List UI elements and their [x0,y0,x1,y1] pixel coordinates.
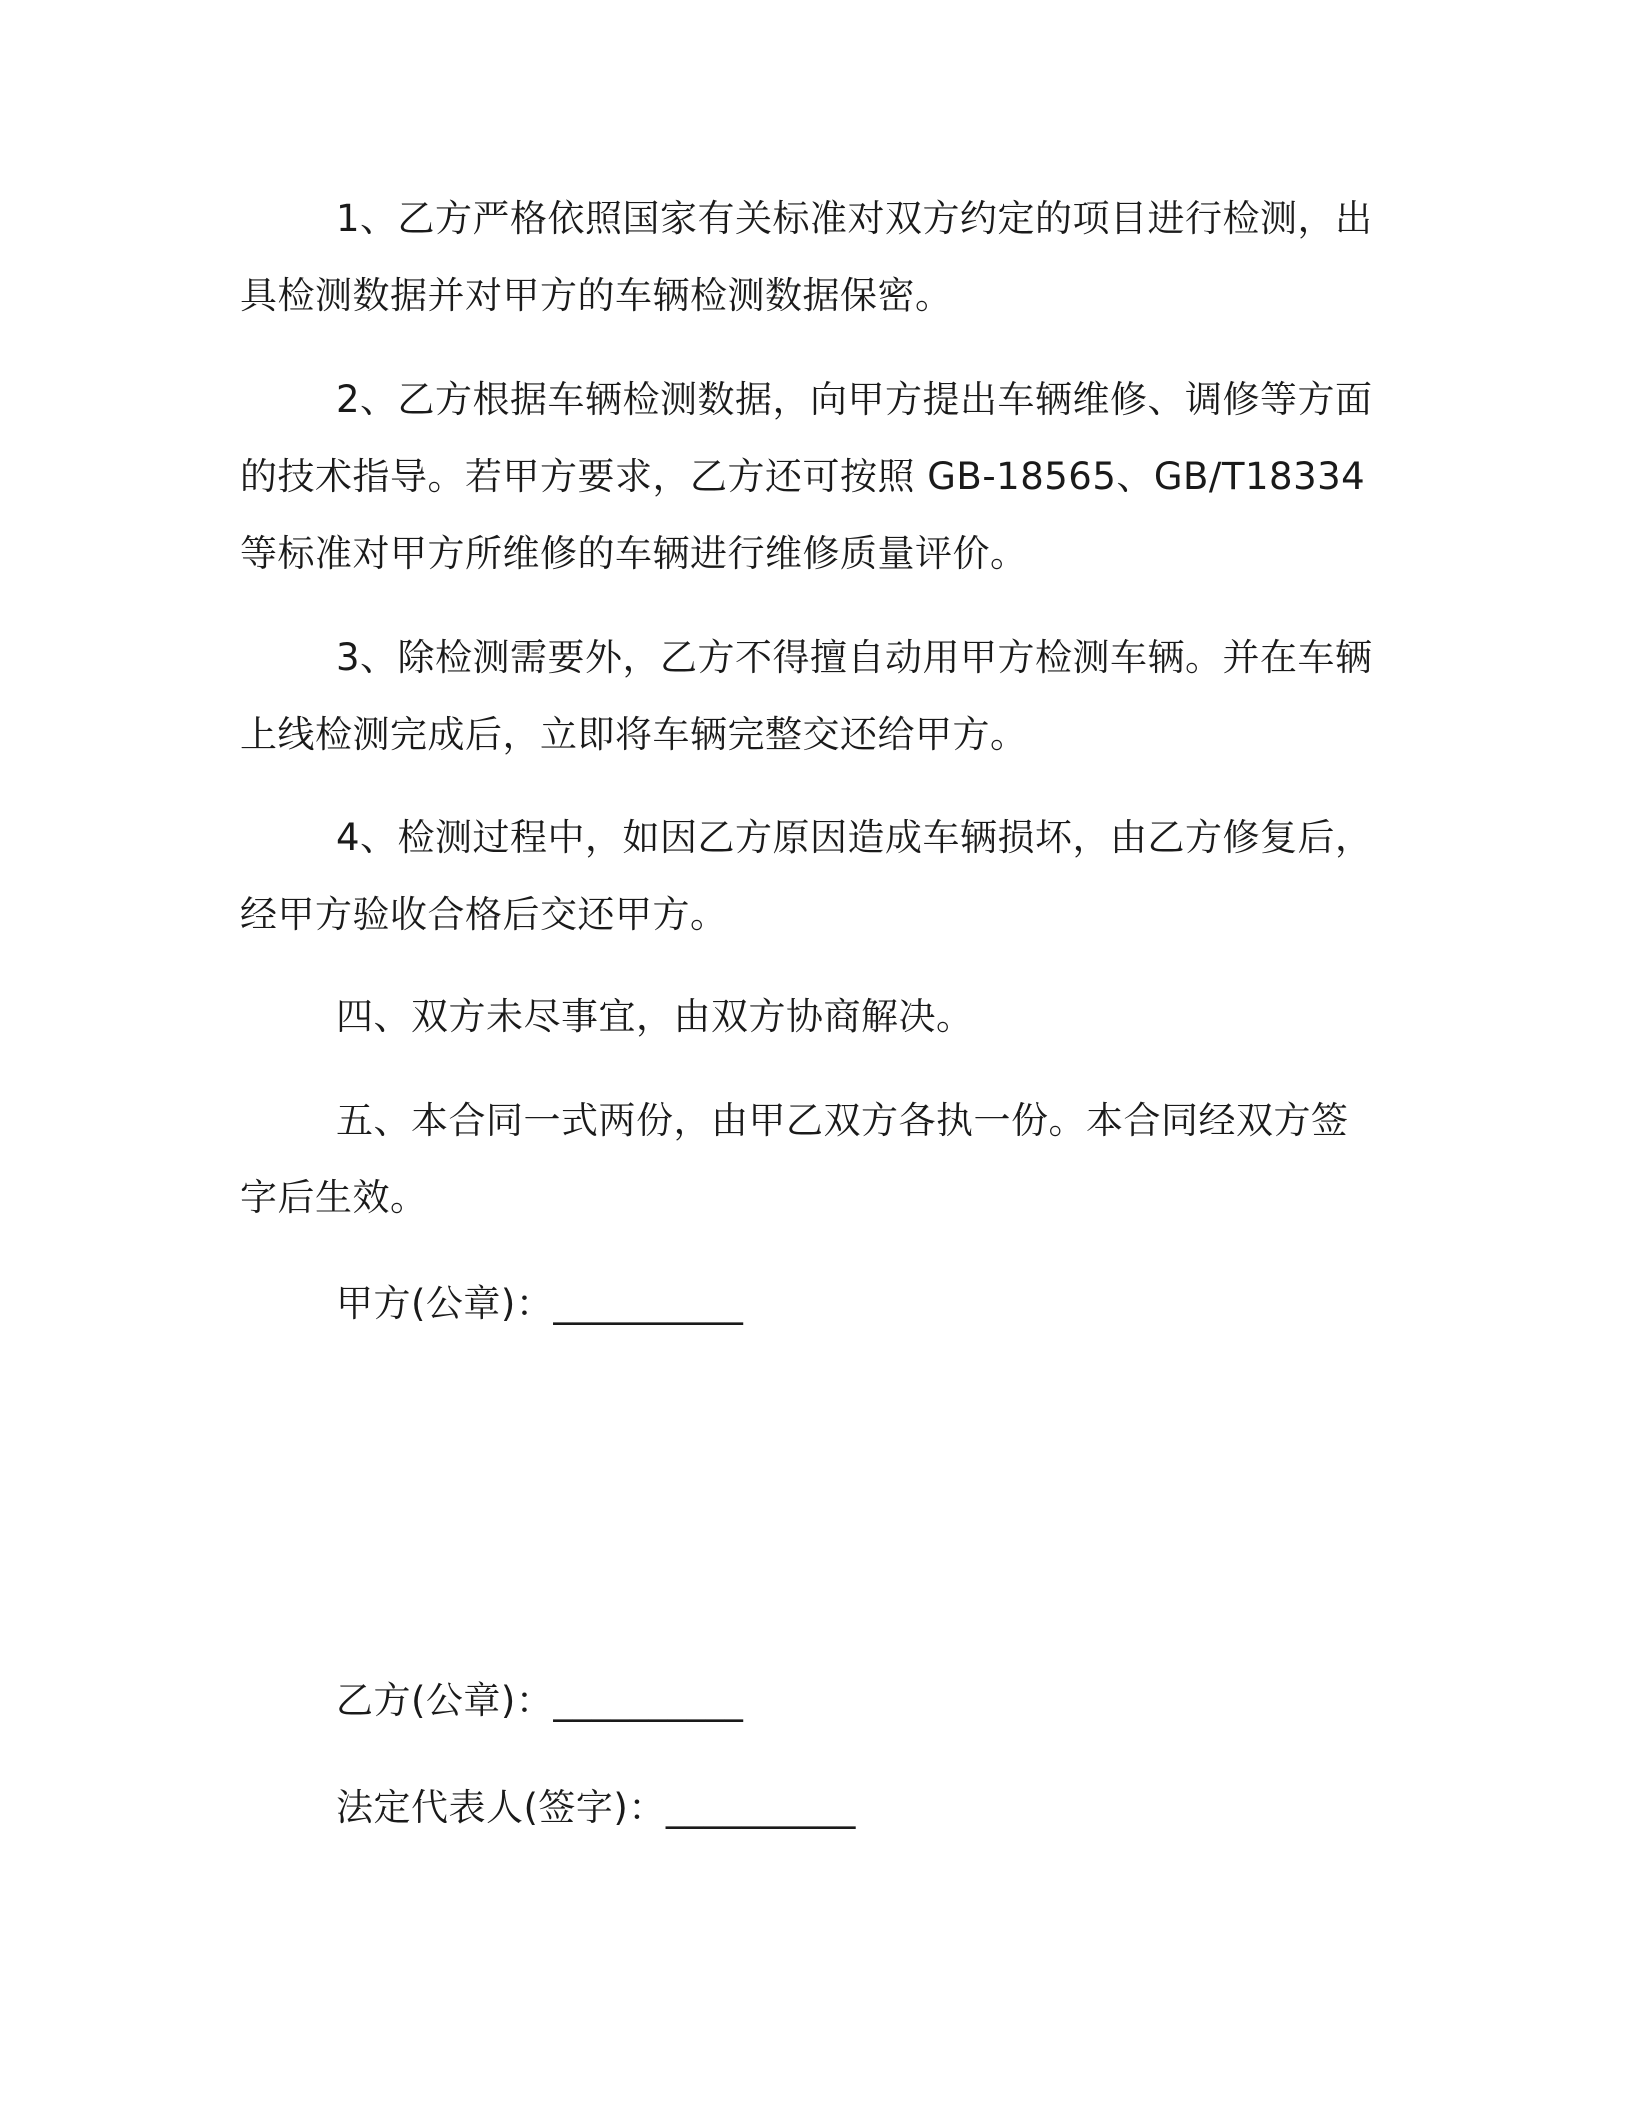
legal-representative-signature-line: 法定代表人(签字)：__________ [336,1786,856,1829]
clause-2: 2、乙方根据车辆检测数据，向甲方提出车辆维修、调修等方面的技术指导。若甲方要求，乙方还可按照 GB-18565、GB/T18334 等标准对甲方所维修的车辆进行维修质量评价。 [240,378,1373,575]
article-5: 五、本合同一式两份，由甲乙双方各执一份。本合同经双方签字后生效。 [240,1099,1349,1219]
party-b-seal-line: 乙方(公章)：__________ [336,1679,744,1722]
clause-3: 3、除检测需要外，乙方不得擅自动用甲方检测车辆。并在车辆上线检测完成后，立即将车辆完整交还给甲方。 [240,636,1373,756]
clause-1: 1、乙方严格依照国家有关标准对双方约定的项目进行检测，出具检测数据并对甲方的车辆检测数据保密。 [240,197,1373,317]
article-4: 四、双方未尽事宜，由双方协商解决。 [336,995,974,1038]
clause-4: 4、检测过程中，如因乙方原因造成车辆损坏，由乙方修复后，经甲方验收合格后交还甲方。 [240,816,1373,936]
party-a-seal-line: 甲方(公章)：__________ [336,1282,744,1325]
